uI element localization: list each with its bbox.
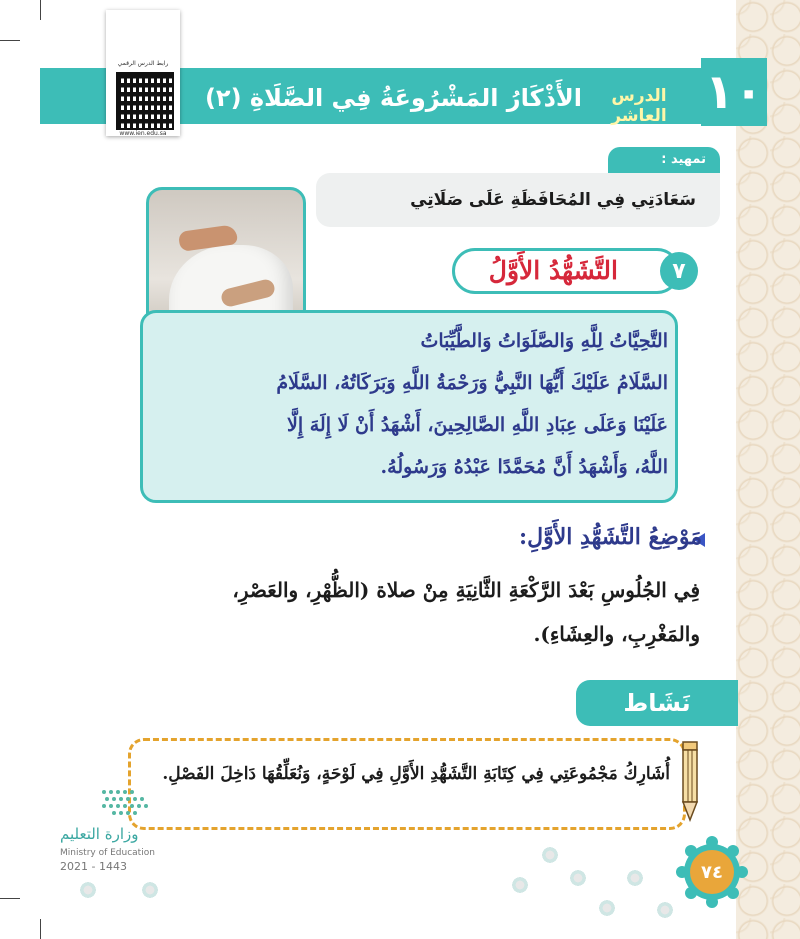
decorative-rosette-icon	[597, 898, 617, 918]
decorative-rosette-icon	[510, 875, 530, 895]
tashahhud-line: التَّحِيَّاتُ لِلَّهِ وَالصَّلَوَاتُ وَالطَّيِّبَاتُ	[420, 330, 668, 352]
decorative-pattern-strip	[736, 0, 800, 939]
ministry-name-ar: وزارة التعليم	[60, 825, 139, 843]
qr-code-icon[interactable]	[116, 72, 174, 130]
tashahhud-line: السَّلَامُ عَلَيْكَ أَيُّهَا النَّبِيُّ وَرَحْمَةُ اللَّهِ وَبَرَكَاتُهُ، السَّلَامُ	[276, 372, 668, 394]
qr-url[interactable]: www.ien.edu.sa	[119, 130, 167, 137]
intro-text: سَعَادَتِي فِي المُحَافَظَةِ عَلَى صَلَاتِي	[410, 190, 696, 210]
crop-mark	[40, 919, 41, 939]
decorative-rosette-icon	[78, 880, 98, 900]
lesson-number: ١٠	[701, 58, 767, 126]
lesson-title: الأَذْكَارُ المَشْرُوعَةُ فِي الصَّلَاةِ (٢)	[204, 84, 582, 112]
crop-mark	[0, 898, 20, 899]
activity-text: أُشَارِكُ مَجْمُوعَتِي فِي كِتَابَةِ التَّشَهُّدِ الأَوَّلِ فِي لَوْحَةٍ، وَنُعَلِّقُهَا دَاخِلَ الفَصْلِ.	[162, 764, 670, 784]
position-line: فِي الجُلُوسِ بَعْدَ الرَّكْعَةِ الثَّانِيَةِ مِنْ صلاة (الظُّهْرِ، والعَصْرِ،	[232, 578, 700, 602]
crop-mark	[0, 40, 20, 41]
position-heading: مَوْضِعُ التَّشَهُّدِ الأَوَّلِ:	[518, 524, 702, 550]
section-title: التَّشَهُّدُ الأَوَّلُ	[488, 256, 618, 285]
decorative-rosette-icon	[540, 845, 560, 865]
position-body	[100, 568, 700, 656]
intro-tab: تمهيد :	[608, 147, 720, 173]
position-line: والمَغْرِبِ، والعِشَاءِ).	[533, 622, 700, 646]
decorative-rosette-icon	[625, 868, 645, 888]
tashahhud-text	[158, 320, 668, 488]
tashahhud-line: اللَّهُ، وَأَشْهَدُ أَنَّ مُحَمَّدًا عَبْدُهُ وَرَسُولُهُ.	[380, 456, 668, 478]
tashahhud-line: عَلَيْنَا وَعَلَى عِبَادِ اللَّهِ الصَّالِحِينَ، أَشْهَدُ أَنْ لَا إِلَهَ إِلَّا	[286, 414, 668, 436]
ministry-logo-icon	[96, 782, 166, 828]
activity-label: نَشَاط	[576, 680, 738, 726]
ministry-name-en: Ministry of Education	[60, 848, 155, 858]
pencil-icon	[680, 740, 700, 822]
section-number: ٧	[660, 252, 698, 290]
decorative-rosette-icon	[140, 880, 160, 900]
page-number: ٧٤	[690, 850, 734, 894]
qr-label: رابط الدرس الرقمي	[117, 60, 169, 67]
qr-card[interactable]	[106, 10, 180, 136]
decorative-rosette-icon	[655, 900, 675, 920]
ministry-year: 2021 - 1443	[60, 860, 127, 873]
crop-mark	[40, 0, 41, 20]
decorative-rosette-icon	[568, 868, 588, 888]
activity-box	[128, 738, 686, 830]
lesson-label: الدرس العاشر	[611, 86, 667, 126]
